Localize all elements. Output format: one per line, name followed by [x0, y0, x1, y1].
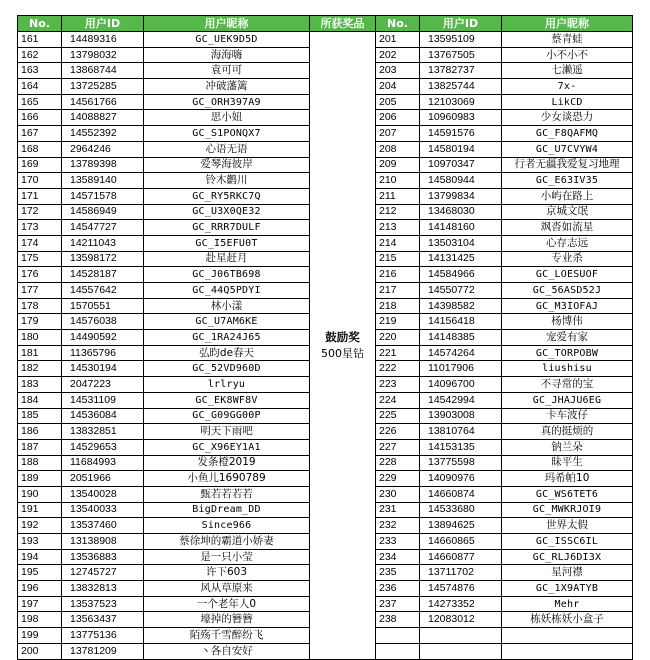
row-number: 193	[18, 534, 62, 550]
row-number: 228	[376, 455, 420, 471]
user-id: 14571578	[62, 188, 144, 204]
user-id: 14096700	[420, 377, 502, 393]
user-nickname: GC_LOESUOF	[502, 267, 633, 283]
user-nickname: GC_RY5RKC7Q	[144, 188, 310, 204]
user-id: 13782737	[420, 63, 502, 79]
user-id: 14490592	[62, 330, 144, 346]
user-nickname: 爱琴海彼岸	[144, 157, 310, 173]
user-nickname: GC_I5EFU0T	[144, 235, 310, 251]
header-uid-left: 用户ID	[62, 16, 144, 32]
user-nickname: GC_J06TB698	[144, 267, 310, 283]
user-nickname: GC_S1PONQX7	[144, 126, 310, 142]
user-nickname: 小屿在路上	[502, 188, 633, 204]
table-row	[18, 32, 633, 48]
row-number: 199	[18, 628, 62, 644]
user-nickname: 星河襟	[502, 565, 633, 581]
user-id: 12745727	[62, 565, 144, 581]
header-uid-right: 用户ID	[420, 16, 502, 32]
row-number: 209	[376, 157, 420, 173]
user-id: 14586949	[62, 204, 144, 220]
user-nickname: GC_X96EY1A1	[144, 439, 310, 455]
user-id: 14533680	[420, 502, 502, 518]
user-id: 13775598	[420, 455, 502, 471]
user-nickname: 京城文氓	[502, 204, 633, 220]
row-number: 231	[376, 502, 420, 518]
user-id: 14131425	[420, 251, 502, 267]
row-number: 186	[18, 424, 62, 440]
user-nickname: 卡车波仔	[502, 408, 633, 424]
user-nickname: 小不小不	[502, 47, 633, 63]
header-nick-right: 用户昵称	[502, 16, 633, 32]
row-number: 170	[18, 173, 62, 189]
user-id: 13589140	[62, 173, 144, 189]
user-id: 14148160	[420, 220, 502, 236]
user-id: 11365796	[62, 345, 144, 361]
row-number: 206	[376, 110, 420, 126]
row-number: 204	[376, 79, 420, 95]
user-id: 13563437	[62, 612, 144, 628]
row-number: 173	[18, 220, 62, 236]
row-number: 169	[18, 157, 62, 173]
row-number: 235	[376, 565, 420, 581]
user-id: 14398582	[420, 298, 502, 314]
user-id	[420, 628, 502, 644]
user-nickname: 七濑遥	[502, 63, 633, 79]
user-nickname: 飒沓如流星	[502, 220, 633, 236]
user-id: 14090976	[420, 471, 502, 487]
row-number: 194	[18, 549, 62, 565]
user-nickname: 风从草原来	[144, 581, 310, 597]
row-number: 205	[376, 94, 420, 110]
user-nickname: 7x-	[502, 79, 633, 95]
row-number: 176	[18, 267, 62, 283]
user-nickname: 冲破藩篱	[144, 79, 310, 95]
row-number: 222	[376, 361, 420, 377]
user-nickname: 弘昀de春天	[144, 345, 310, 361]
user-nickname: 蔡青蛙	[502, 32, 633, 48]
user-nickname: 不寻常的宝	[502, 377, 633, 393]
row-number: 214	[376, 235, 420, 251]
row-number: 219	[376, 314, 420, 330]
row-number: 175	[18, 251, 62, 267]
row-number: 203	[376, 63, 420, 79]
row-number: 177	[18, 283, 62, 299]
row-number: 232	[376, 518, 420, 534]
user-nickname: 明天下雨吧	[144, 424, 310, 440]
user-nickname: 心存志远	[502, 235, 633, 251]
user-nickname: 玛希帕10	[502, 471, 633, 487]
user-id: 14584966	[420, 267, 502, 283]
prize-subtitle: 500星钻	[321, 347, 364, 361]
user-nickname: 海海嗨	[144, 47, 310, 63]
row-number: 226	[376, 424, 420, 440]
user-nickname: GC_WS6TET6	[502, 486, 633, 502]
user-id: 13767505	[420, 47, 502, 63]
user-nickname: LikCD	[502, 94, 633, 110]
user-id: 13903008	[420, 408, 502, 424]
user-id: 14156418	[420, 314, 502, 330]
user-id: 2964246	[62, 141, 144, 157]
row-number: 225	[376, 408, 420, 424]
user-nickname: GC_G09GG00P	[144, 408, 310, 424]
user-id: 13537523	[62, 596, 144, 612]
user-nickname: lrlryu	[144, 377, 310, 393]
prize-title: 鼓励奖	[325, 330, 360, 345]
user-id: 14580944	[420, 173, 502, 189]
user-id: 14489316	[62, 32, 144, 48]
row-number: 172	[18, 204, 62, 220]
user-id: 14576038	[62, 314, 144, 330]
user-id: 14591576	[420, 126, 502, 142]
user-id: 13725285	[62, 79, 144, 95]
user-nickname: 世界太假	[502, 518, 633, 534]
row-number: 212	[376, 204, 420, 220]
user-id: 14660877	[420, 549, 502, 565]
user-nickname: GC_TORPOBW	[502, 345, 633, 361]
user-nickname: 甄若若若若	[144, 486, 310, 502]
user-id: 14574876	[420, 581, 502, 597]
user-nickname: 是一只小莹	[144, 549, 310, 565]
row-number: 233	[376, 534, 420, 550]
user-nickname: GC_E63IV35	[502, 173, 633, 189]
row-number: 167	[18, 126, 62, 142]
row-number: 168	[18, 141, 62, 157]
row-number: 191	[18, 502, 62, 518]
user-nickname: 丶各自安好	[144, 643, 310, 659]
row-number: 220	[376, 330, 420, 346]
user-id: 14547727	[62, 220, 144, 236]
user-nickname: 袁可可	[144, 63, 310, 79]
user-nickname: 赴星赶月	[144, 251, 310, 267]
user-id: 13775136	[62, 628, 144, 644]
row-number: 189	[18, 471, 62, 487]
user-id: 13799834	[420, 188, 502, 204]
user-id: 13540033	[62, 502, 144, 518]
row-number: 210	[376, 173, 420, 189]
user-id: 14536084	[62, 408, 144, 424]
row-number: 162	[18, 47, 62, 63]
row-number: 218	[376, 298, 420, 314]
row-number: 216	[376, 267, 420, 283]
user-id: 13868744	[62, 63, 144, 79]
row-number: 174	[18, 235, 62, 251]
user-id: 13598172	[62, 251, 144, 267]
user-id: 14153135	[420, 439, 502, 455]
user-id: 13138908	[62, 534, 144, 550]
user-nickname	[502, 628, 633, 644]
user-id: 14660865	[420, 534, 502, 550]
user-nickname: 小鱼儿1690789	[144, 471, 310, 487]
row-number: 201	[376, 32, 420, 48]
row-number: 183	[18, 377, 62, 393]
header-nick-left: 用户昵称	[144, 16, 310, 32]
user-id: 14529653	[62, 439, 144, 455]
row-number: 197	[18, 596, 62, 612]
row-number: 179	[18, 314, 62, 330]
row-number: 166	[18, 110, 62, 126]
user-nickname: GC_U3X0QE32	[144, 204, 310, 220]
user-id: 12103069	[420, 94, 502, 110]
row-number: 234	[376, 549, 420, 565]
user-id: 13789398	[62, 157, 144, 173]
row-number: 215	[376, 251, 420, 267]
user-nickname: GC_F8QAFMQ	[502, 126, 633, 142]
user-nickname: 铃木鹳川	[144, 173, 310, 189]
user-id: 13832813	[62, 581, 144, 597]
user-nickname: GC_ORH397A9	[144, 94, 310, 110]
user-id: 14211043	[62, 235, 144, 251]
row-number: 202	[376, 47, 420, 63]
user-nickname: GC_44Q5PDYI	[144, 283, 310, 299]
user-id: 13810764	[420, 424, 502, 440]
row-number: 171	[18, 188, 62, 204]
user-nickname: GC_RRR7DULF	[144, 220, 310, 236]
user-id: 13711702	[420, 565, 502, 581]
row-number: 229	[376, 471, 420, 487]
user-nickname: 心语无语	[144, 141, 310, 157]
row-number	[376, 643, 420, 659]
user-nickname: liushisu	[502, 361, 633, 377]
user-nickname: GC_U7AM6KE	[144, 314, 310, 330]
user-nickname: 杨博伟	[502, 314, 633, 330]
user-id: 11684993	[62, 455, 144, 471]
user-nickname: 真的挺烦的	[502, 424, 633, 440]
row-number: 223	[376, 377, 420, 393]
user-nickname: 钠兰朵	[502, 439, 633, 455]
user-id: 14561766	[62, 94, 144, 110]
user-id: 14550772	[420, 283, 502, 299]
user-nickname: GC_56ASD52J	[502, 283, 633, 299]
row-number: 188	[18, 455, 62, 471]
header-row	[18, 16, 633, 32]
user-nickname: GC_1RA24J65	[144, 330, 310, 346]
user-id: 10970347	[420, 157, 502, 173]
user-nickname	[502, 643, 633, 659]
row-number: 217	[376, 283, 420, 299]
user-id: 12083012	[420, 612, 502, 628]
user-nickname: 壕掉的簪簪	[144, 612, 310, 628]
row-number: 196	[18, 581, 62, 597]
user-id: 1570551	[62, 298, 144, 314]
row-number: 165	[18, 94, 62, 110]
row-number: 224	[376, 392, 420, 408]
user-nickname: GC_UEK9D5D	[144, 32, 310, 48]
row-number: 192	[18, 518, 62, 534]
user-id: 14580194	[420, 141, 502, 157]
row-number: 161	[18, 32, 62, 48]
user-id: 13540028	[62, 486, 144, 502]
user-id: 14660874	[420, 486, 502, 502]
user-id: 13825744	[420, 79, 502, 95]
user-nickname: 宠爱有家	[502, 330, 633, 346]
user-nickname: Mehr	[502, 596, 633, 612]
user-nickname: GC_ISSC6IL	[502, 534, 633, 550]
user-id: 13798032	[62, 47, 144, 63]
winners-sheet	[17, 15, 632, 660]
user-nickname: 栋妖栋妖小盒子	[502, 612, 633, 628]
row-number: 198	[18, 612, 62, 628]
row-number: 200	[18, 643, 62, 659]
row-number: 181	[18, 345, 62, 361]
user-id: 13595109	[420, 32, 502, 48]
user-id: 11017906	[420, 361, 502, 377]
user-nickname: Since966	[144, 518, 310, 534]
winners-table	[17, 15, 633, 660]
user-nickname: GC_M3IOFAJ	[502, 298, 633, 314]
user-nickname: 昧平生	[502, 455, 633, 471]
user-nickname: BigDream_DD	[144, 502, 310, 518]
row-number: 164	[18, 79, 62, 95]
user-id: 2047223	[62, 377, 144, 393]
user-id: 14148385	[420, 330, 502, 346]
user-nickname: 一个老年人0	[144, 596, 310, 612]
row-number: 221	[376, 345, 420, 361]
user-id	[420, 643, 502, 659]
user-id: 13536883	[62, 549, 144, 565]
row-number	[376, 628, 420, 644]
user-id: 14557642	[62, 283, 144, 299]
user-nickname: GC_MWKRJOI9	[502, 502, 633, 518]
row-number: 195	[18, 565, 62, 581]
user-id: 14273352	[420, 596, 502, 612]
user-id: 2051966	[62, 471, 144, 487]
row-number: 230	[376, 486, 420, 502]
user-id: 10960983	[420, 110, 502, 126]
table-body	[18, 32, 633, 660]
user-id: 14552392	[62, 126, 144, 142]
user-id: 13832851	[62, 424, 144, 440]
row-number: 207	[376, 126, 420, 142]
user-nickname: GC_RLJ6DI3X	[502, 549, 633, 565]
header-prize: 所获奖品	[310, 16, 376, 32]
row-number: 237	[376, 596, 420, 612]
user-id: 14531109	[62, 392, 144, 408]
row-number: 185	[18, 408, 62, 424]
user-id: 13781209	[62, 643, 144, 659]
user-nickname: GC_1X9ATYB	[502, 581, 633, 597]
user-id: 13537460	[62, 518, 144, 534]
row-number: 180	[18, 330, 62, 346]
header-no-right: No.	[376, 16, 420, 32]
user-nickname: GC_52VD960D	[144, 361, 310, 377]
user-id: 14528187	[62, 267, 144, 283]
user-id: 13894625	[420, 518, 502, 534]
row-number: 187	[18, 439, 62, 455]
user-nickname: GC_U7CVYW4	[502, 141, 633, 157]
row-number: 213	[376, 220, 420, 236]
user-id: 13468030	[420, 204, 502, 220]
prize-cell	[310, 32, 376, 660]
user-nickname: 少女谈恐力	[502, 110, 633, 126]
row-number: 184	[18, 392, 62, 408]
user-nickname: GC_JHAJU6EG	[502, 392, 633, 408]
user-nickname: 思小妞	[144, 110, 310, 126]
user-nickname: GC_EK8WF8V	[144, 392, 310, 408]
row-number: 236	[376, 581, 420, 597]
header-no-left: No.	[18, 16, 62, 32]
row-number: 178	[18, 298, 62, 314]
user-nickname: 陌殇千雪醉纷飞	[144, 628, 310, 644]
user-nickname: 发条橙2019	[144, 455, 310, 471]
row-number: 208	[376, 141, 420, 157]
user-nickname: 行者无疆我爱复习地理	[502, 157, 633, 173]
user-id: 14574264	[420, 345, 502, 361]
row-number: 238	[376, 612, 420, 628]
row-number: 227	[376, 439, 420, 455]
user-nickname: 蔡徐坤的霸道小娇妻	[144, 534, 310, 550]
user-id: 13503104	[420, 235, 502, 251]
user-nickname: 许下603	[144, 565, 310, 581]
row-number: 182	[18, 361, 62, 377]
user-id: 14530194	[62, 361, 144, 377]
row-number: 163	[18, 63, 62, 79]
row-number: 190	[18, 486, 62, 502]
user-nickname: 专业杀	[502, 251, 633, 267]
row-number: 211	[376, 188, 420, 204]
user-nickname: 林小漾	[144, 298, 310, 314]
user-id: 14542994	[420, 392, 502, 408]
user-id: 14088827	[62, 110, 144, 126]
